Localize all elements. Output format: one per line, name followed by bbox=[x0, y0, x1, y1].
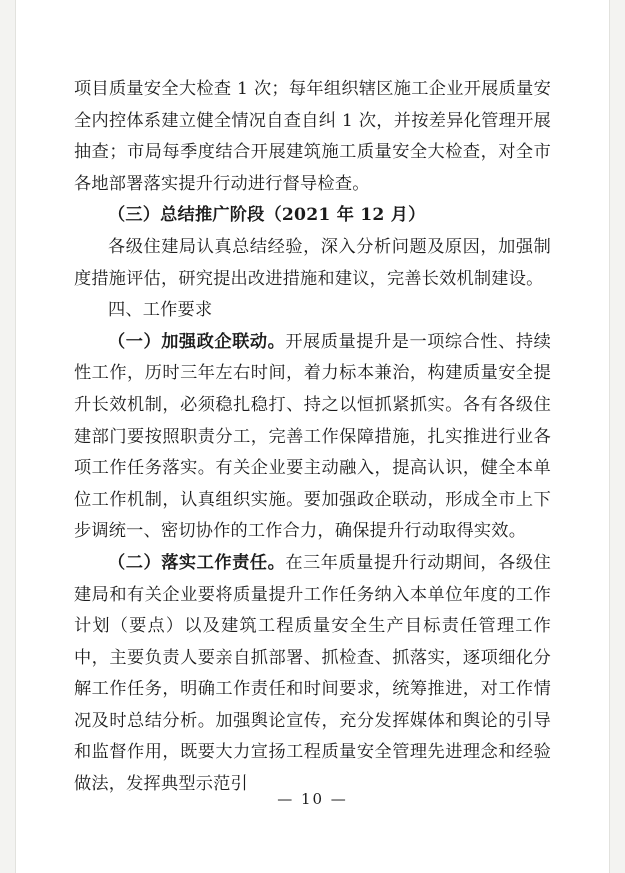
item-one-body: 开展质量提升是一项综合性、持续性工作，历时三年左右时间，着力标本兼治，构建质量安全提升长效机制，必须稳扎稳打、持之以恒抓紧抓实。各有各级住建部门要按照职责分工，完善工作保障措施，扎实推进行业各项工作任务落实。有关企业要主动融入，提高认识，健全本单位工作机制，认真组织实施。要加强政企联动，形成全市上下步调统一、密切协作的工作合力，确保提升行动取得实效。 bbox=[74, 331, 551, 542]
item-one-lead: （一）加强政企联动。 bbox=[108, 331, 286, 352]
paragraph-item-one bbox=[74, 327, 551, 548]
page-left-margin-strip bbox=[0, 0, 16, 873]
item-two-lead: （二）落实工作责任。 bbox=[108, 552, 286, 573]
item-two-body: 在三年质量提升行动期间，各级住建局和有关企业要将质量提升工作任务纳入本单位年度的工作计划（要点）以及建筑工程质量安全生产目标责任管理工作中，主要负责人要亲自抓部署、抓检查、抓落实，逐项细化分解工作任务，明确工作责任和时间要求，统筹推进，对工作情况及时总结分析。加强舆论宣传，充分发挥媒体和舆论的引导和监督作用，既要大力宣扬工程质量安全管理先进理念和经验做法，发挥典型示范引 bbox=[74, 552, 551, 795]
paragraph-item-two bbox=[74, 548, 551, 801]
section-heading-phase-three: （三）总结推广阶段（2021 年 12 月） bbox=[108, 205, 426, 226]
page-right-margin-strip bbox=[609, 0, 625, 873]
paragraph-continued-text: 项目质量安全大检查 1 次；每年组织辖区施工企业开展质量安全内控体系建立健全情况自查自纠 1 次，并按差异化管理开展抽查；市局每季度结合开展建筑施工质量安全大检查，对全市各地部署落实提升行动进行督导检查。 bbox=[74, 79, 551, 194]
page-number-footer: — 10 — bbox=[277, 790, 348, 808]
section-heading-work-requirements: 四、工作要求 bbox=[108, 300, 213, 321]
page-content bbox=[74, 74, 551, 801]
paragraph-phase-three-body: 各级住建局认真总结经验，深入分析问题及原因，加强制度措施评估，研究提出改进措施和建议，完善长效机制建设。 bbox=[74, 236, 551, 289]
